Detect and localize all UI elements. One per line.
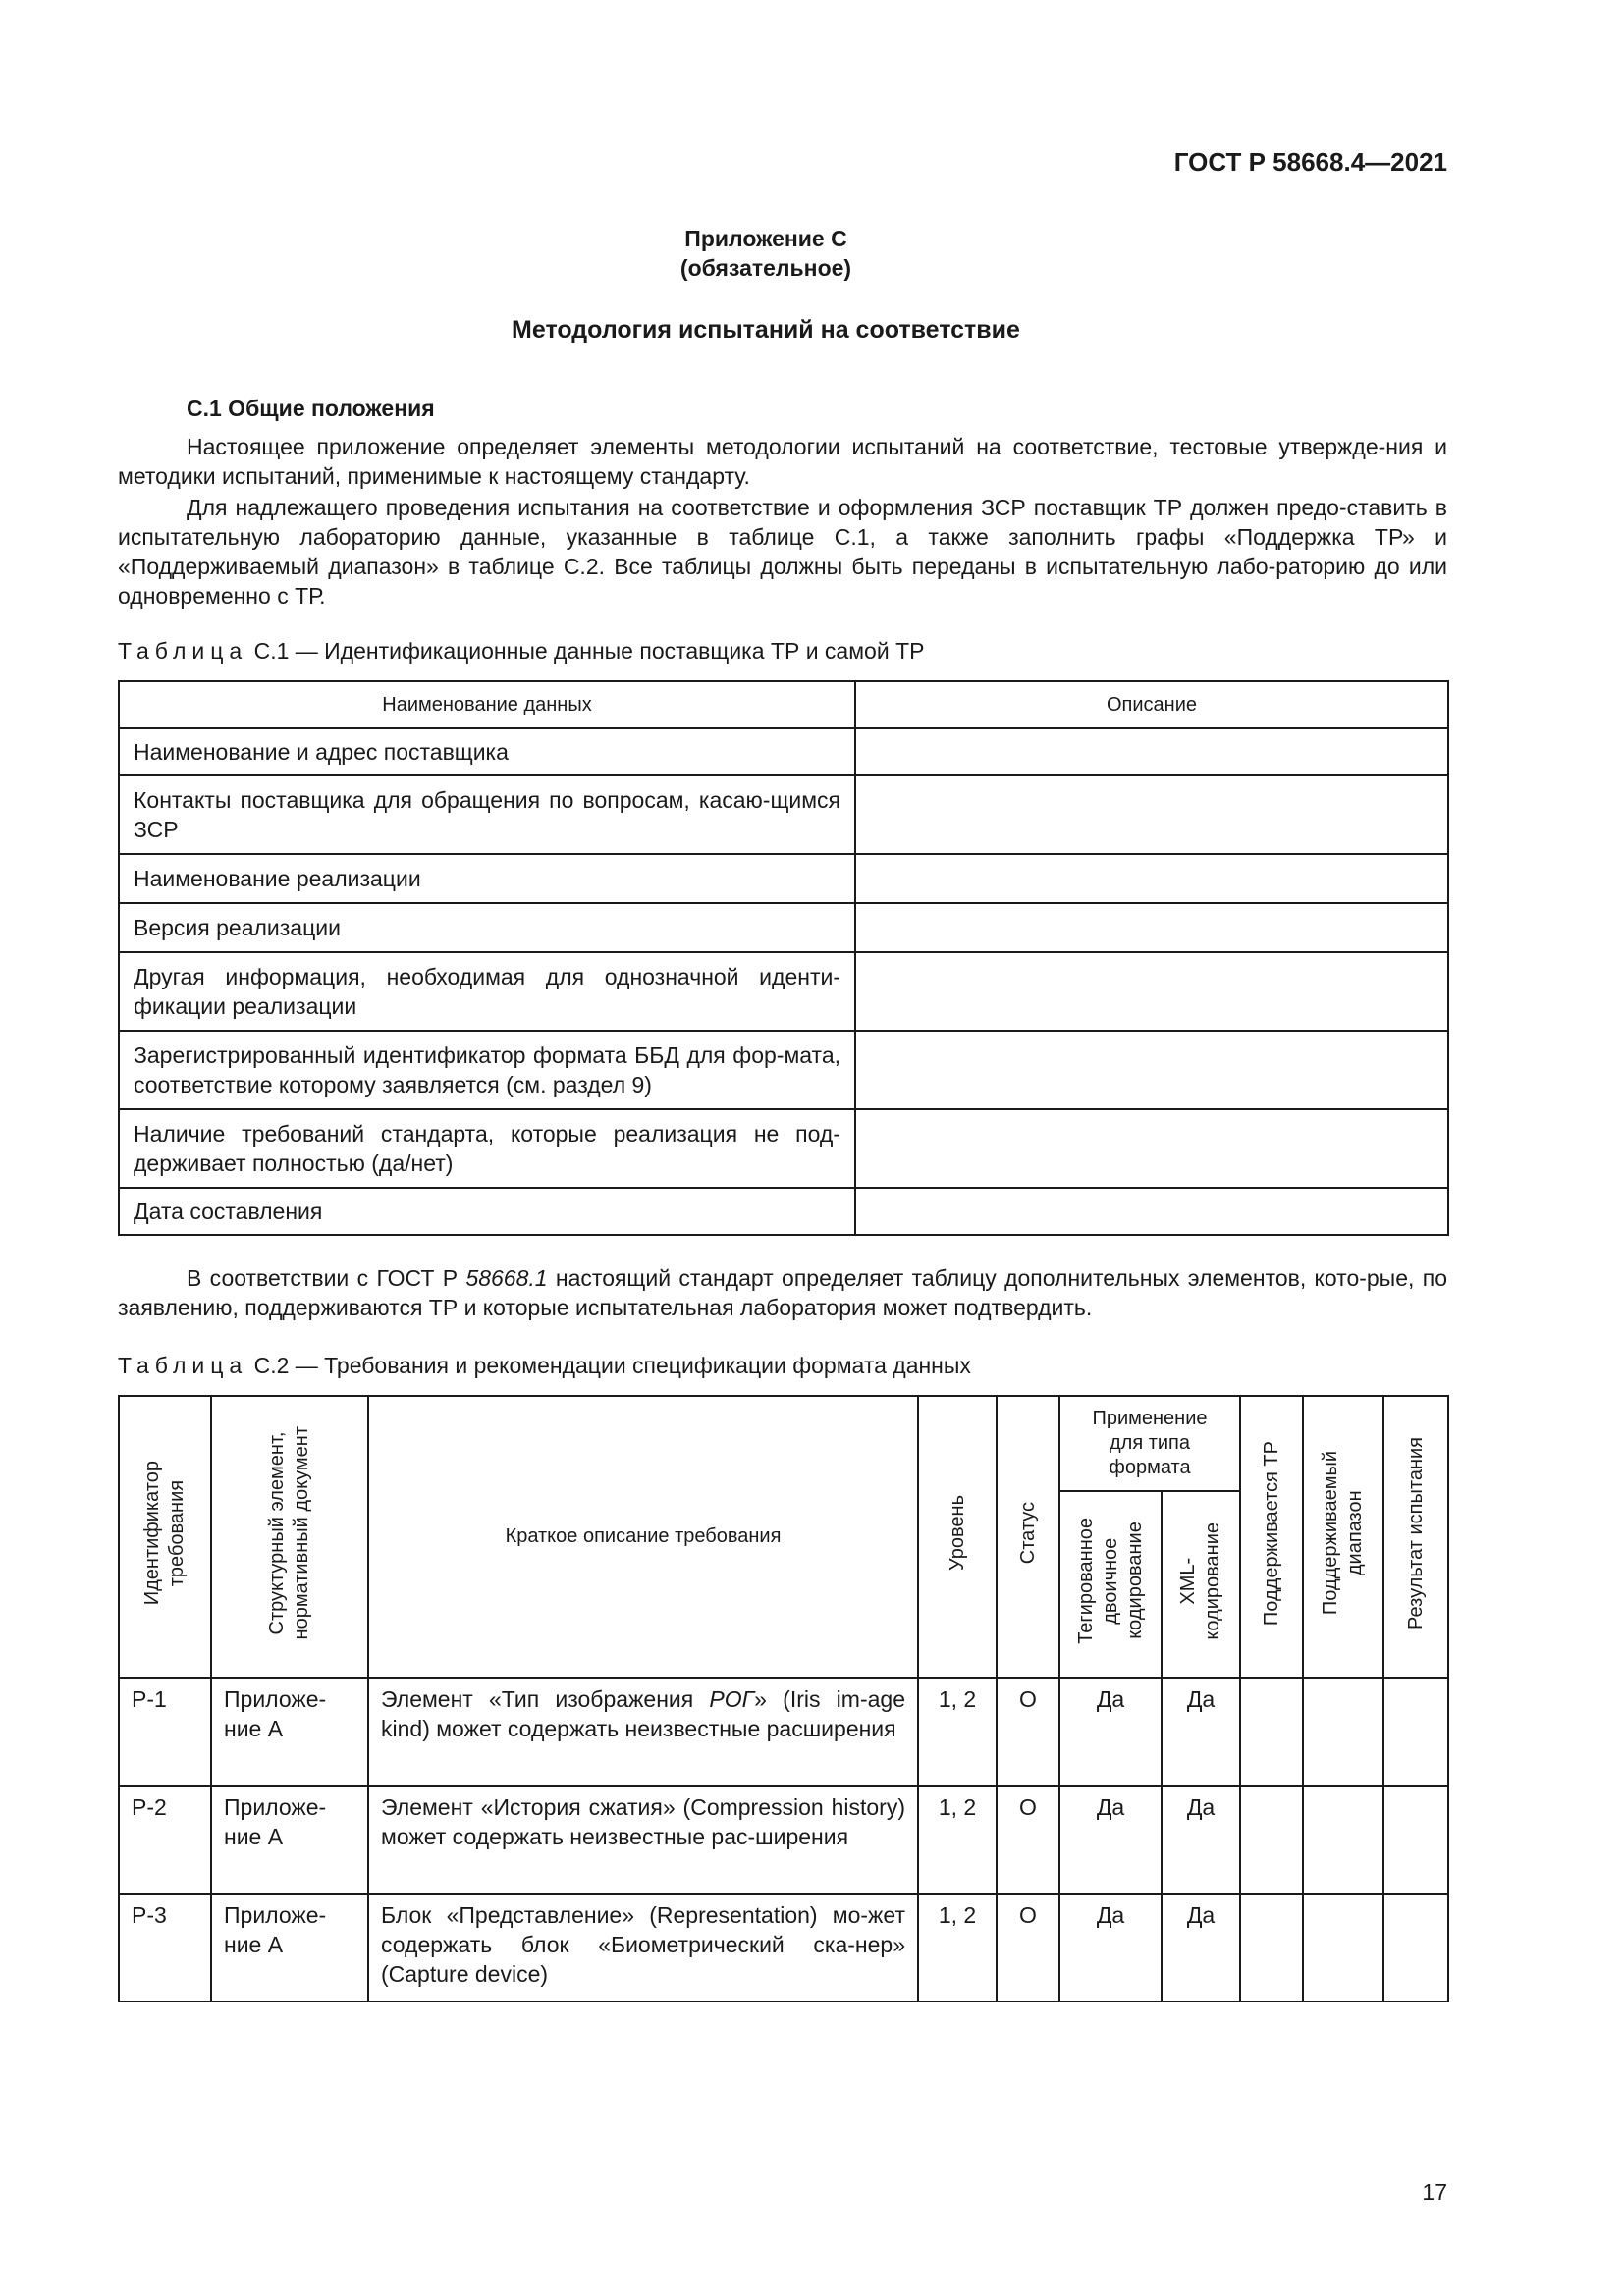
header-range-label: Поддерживаемый диапазон (1320, 1451, 1366, 1616)
result-cell (1383, 1678, 1448, 1786)
table-cell: Контакты поставщика для обращения по вопросам, касаю-щимся ЗСР (119, 775, 855, 854)
result-cell (1383, 1894, 1448, 2002)
table-1-caption (118, 638, 924, 665)
section-title: С.1 Общие положения (187, 396, 435, 421)
tagged-cell: Да (1059, 1678, 1162, 1786)
description-start: Элемент «Тип изображения (381, 1686, 710, 1712)
supported-cell (1240, 1894, 1303, 2002)
table-2-header-id (119, 1396, 211, 1678)
table-row (119, 1109, 1448, 1188)
paragraph-2: Для надлежащего проведения испытания на соответствие и оформления ЗСР поставщик ТР должен предо-ставить в испытательную лабораторию данные, указанные в таблице С.1, а также заполнить графы «Поддержка ТР» и «Поддерживаемый диапазон» в таблице С.2. Все таблицы должны быть переданы в испытательную лабо-раторию до или одновременно с ТР. (118, 495, 1447, 609)
table-2-header-tagged (1059, 1491, 1162, 1678)
requirement-id: Р-3 (119, 1894, 211, 2002)
header-tagged-label: Тегированное двоичное кодирование (1074, 1518, 1146, 1644)
table-cell: Дата составления (119, 1188, 855, 1235)
table-1-header-name: Наименование данных (119, 681, 855, 728)
header-element-label: Структурный элемент, нормативный документ (266, 1426, 312, 1640)
tagged-cell: Да (1059, 1894, 1162, 2002)
table-cell: Зарегистрированный идентификатор формата ББД для фор-мата, соответствие которому заявляется (см. раздел 9) (119, 1031, 855, 1109)
table-row (119, 1031, 1448, 1109)
structural-element: Приложе-ние А (211, 1786, 368, 1894)
header-level-label: Уровень (946, 1495, 968, 1572)
table-cell-empty (855, 728, 1448, 775)
appendix-subtitle: (обязательное) (679, 255, 852, 281)
xml-cell: Да (1162, 1786, 1240, 1894)
table-2-header-result (1383, 1396, 1448, 1678)
table-row (119, 952, 1448, 1031)
standard-number: ГОСТ Р 58668.4—2021 (1173, 147, 1447, 177)
description-term: РОГ (709, 1686, 755, 1712)
table-cell-empty (855, 1109, 1448, 1188)
supported-cell (1240, 1678, 1303, 1786)
paragraph-3 (118, 1263, 1447, 1322)
paragraph-3-start: В соответствии с ГОСТ Р (187, 1265, 466, 1291)
table-2-header-supported (1240, 1396, 1303, 1678)
level-cell: 1, 2 (918, 1894, 997, 2002)
table-row (119, 1678, 1448, 1786)
table-1-caption-word: Таблица (118, 638, 248, 664)
table-2-caption (118, 1353, 971, 1379)
table-cell-empty (855, 1031, 1448, 1109)
main-title: Методология испытаний на соответствие (512, 316, 1020, 344)
table-2-header-element (211, 1396, 368, 1678)
header-result-label: Результат испытания (1404, 1437, 1427, 1629)
supported-cell (1240, 1786, 1303, 1894)
table-1-header-description: Описание (855, 681, 1448, 728)
table-2-header-level (918, 1396, 997, 1678)
table-cell: Другая информация, необходимая для однозначной иденти-фикации реализации (119, 952, 855, 1031)
table-2-header-row (119, 1396, 1448, 1491)
table-2-header-xml (1162, 1491, 1240, 1678)
table-2-caption-text: С.2 — Требования и рекомендации спецификации формата данных (253, 1353, 971, 1378)
header-status-label: Статус (1016, 1502, 1039, 1565)
table-2-header-description: Краткое описание требования (368, 1396, 918, 1678)
table-row (119, 854, 1448, 903)
tagged-cell: Да (1059, 1786, 1162, 1894)
status-cell: О (997, 1894, 1059, 2002)
table-cell-empty (855, 775, 1448, 854)
appendix-heading (0, 224, 1532, 283)
table-1-caption-text: С.1 — Идентификационные данные поставщика ТР и самой ТР (253, 638, 925, 664)
table-cell: Наличие требований стандарта, которые реализация не под-держивает полностью (да/нет) (119, 1109, 855, 1188)
table-cell: Наименование и адрес поставщика (119, 728, 855, 775)
table-2-header-status (997, 1396, 1059, 1678)
paragraph-1: Настоящее приложение определяет элементы методологии испытаний на соответствие, тестовые утвержде-ния и методики испытаний, применимые к настоящему стандарту. (118, 434, 1447, 489)
description-end: » (Iris im-age kind) может содержать неизвестные расширения (381, 1686, 905, 1741)
paragraph-3-end: настоящий стандарт определяет таблицу дополнительных элементов, кото-рые, по заявлению, поддерживаются ТР и которые испытательная лаборатория может подтвердить. (118, 1265, 1447, 1320)
table-cell-empty (855, 952, 1448, 1031)
range-cell (1303, 1678, 1383, 1786)
header-supported-label: Поддерживается ТР (1260, 1440, 1282, 1627)
table-row (119, 1786, 1448, 1894)
requirement-id: Р-1 (119, 1678, 211, 1786)
table-1-header-row (119, 681, 1448, 728)
header-xml-label: XML- кодирование (1177, 1522, 1223, 1640)
table-row (119, 775, 1448, 854)
structural-element: Приложе-ние А (211, 1894, 368, 2002)
level-cell: 1, 2 (918, 1786, 997, 1894)
table-cell-empty (855, 903, 1448, 952)
result-cell (1383, 1786, 1448, 1894)
requirement-description (368, 1678, 918, 1786)
requirement-description: Блок «Представление» (Representation) мо-жет содержать блок «Биометрический ска-нер» (Capture device) (368, 1894, 918, 2002)
range-cell (1303, 1786, 1383, 1894)
table-2-header-range (1303, 1396, 1383, 1678)
requirement-description: Элемент «История сжатия» (Compression history) может содержать неизвестные рас-ширения (368, 1786, 918, 1894)
requirement-id: Р-2 (119, 1786, 211, 1894)
level-cell: 1, 2 (918, 1678, 997, 1786)
table-row (119, 903, 1448, 952)
appendix-title: Приложение С (684, 226, 847, 251)
structural-element: Приложе-ние А (211, 1678, 368, 1786)
table-2-header-application: Применение для типа формата (1059, 1396, 1240, 1491)
status-cell: О (997, 1786, 1059, 1894)
standard-reference: 58668.1 (465, 1265, 548, 1291)
range-cell (1303, 1894, 1383, 2002)
status-cell: О (997, 1678, 1059, 1786)
page-number: 17 (1422, 2179, 1447, 2205)
table-cell: Версия реализации (119, 903, 855, 952)
table-2-caption-word: Таблица (118, 1353, 248, 1378)
table-1 (118, 680, 1449, 1236)
xml-cell: Да (1162, 1678, 1240, 1786)
table-cell-empty (855, 854, 1448, 903)
header-id-label: Идентификатор требования (141, 1461, 188, 1606)
table-row (119, 1894, 1448, 2002)
table-cell-empty (855, 1188, 1448, 1235)
table-row (119, 1188, 1448, 1235)
table-2 (118, 1395, 1449, 2002)
xml-cell: Да (1162, 1894, 1240, 2002)
table-row (119, 728, 1448, 775)
table-cell: Наименование реализации (119, 854, 855, 903)
